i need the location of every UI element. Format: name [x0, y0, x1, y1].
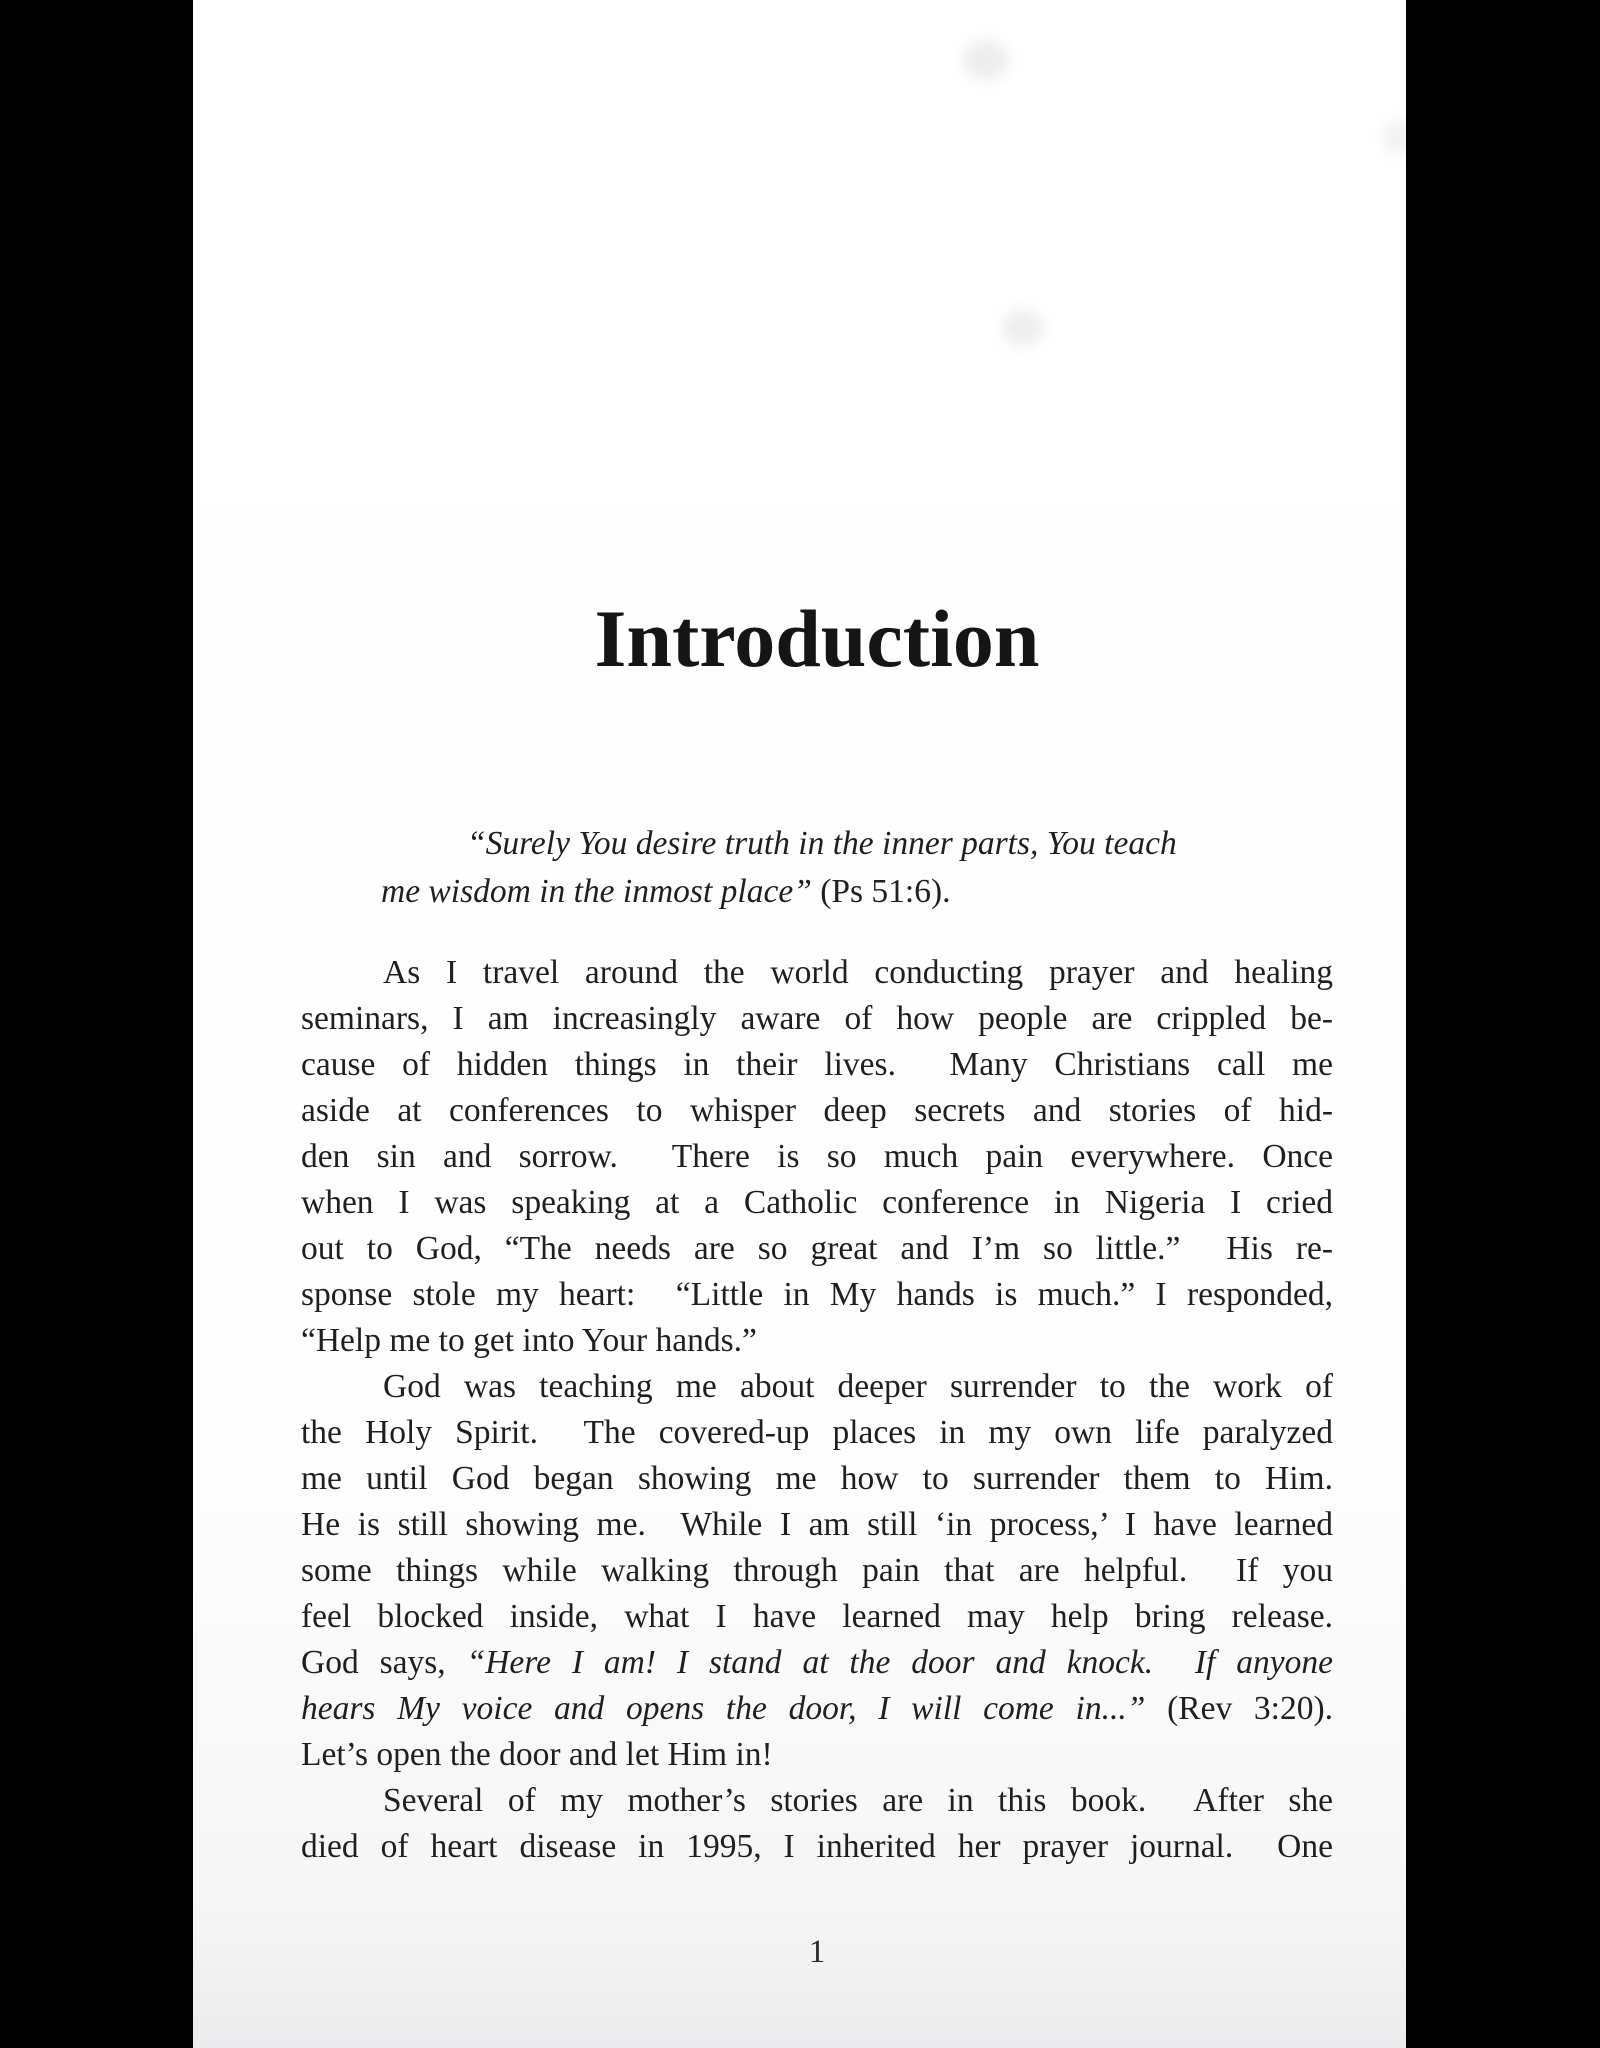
scan-smudge	[963, 40, 1009, 80]
text-segment: cause of hidden things in their lives. Many Christians call me	[301, 1046, 1333, 1083]
text-segment: out to God, “The needs are so great and I’m so little.” His re-	[301, 1230, 1333, 1267]
body-text	[301, 950, 1333, 1870]
scan-smudge	[1383, 120, 1406, 154]
text-segment: (Rev 3:20).	[1145, 1690, 1334, 1727]
text-segment: Let’s open the door and let Him in!	[301, 1736, 773, 1773]
text-segment: Several of my mother’s stories are in this book. After she	[383, 1782, 1333, 1819]
scan-border-left	[0, 0, 193, 2048]
paragraph	[301, 1778, 1333, 1870]
text-segment: the Holy Spirit. The covered-up places in my own life paralyzed	[301, 1414, 1333, 1451]
text-segment: some things while walking through pain that are helpful. If you	[301, 1552, 1333, 1589]
italic-text-segment: me wisdom in the inmost place”	[381, 873, 812, 910]
text-segment: me until God began showing me how to surrender them to Him.	[301, 1460, 1333, 1497]
paragraph	[301, 950, 1333, 1364]
text-segment: God was teaching me about deeper surrender to the work of	[383, 1368, 1333, 1405]
text-line	[301, 1548, 1333, 1594]
epigraph	[381, 820, 1301, 916]
text-line	[301, 1732, 1333, 1778]
text-line	[301, 1318, 1333, 1364]
scan-smudge	[1003, 310, 1043, 346]
text-segment: sponse stole my heart: “Little in My hands is much.” I responded,	[301, 1276, 1333, 1313]
text-segment: (Ps 51:6).	[811, 873, 951, 910]
text-line	[301, 1778, 1333, 1824]
text-line	[301, 1088, 1333, 1134]
page-number: 1	[808, 1934, 826, 1970]
text-line	[301, 1272, 1333, 1318]
italic-text-segment: hears My voice and opens the door, I will come in...”	[301, 1690, 1146, 1727]
page-title: Introduction	[594, 593, 1040, 684]
text-segment: aside at conferences to whisper deep secrets and stories of hid-	[301, 1092, 1333, 1129]
text-segment: God says,	[301, 1644, 467, 1681]
italic-text-segment: “Here I am! I stand at the door and knock. If anyone	[466, 1644, 1334, 1681]
text-line	[301, 1686, 1333, 1732]
text-line	[301, 1410, 1333, 1456]
text-line	[301, 1042, 1333, 1088]
book-page	[193, 0, 1406, 2048]
text-line	[301, 1226, 1333, 1272]
scan-border-right	[1406, 0, 1600, 2048]
text-line	[301, 1502, 1333, 1548]
text-segment: seminars, I am increasingly aware of how people are crippled be-	[301, 1000, 1333, 1037]
text-segment: when I was speaking at a Catholic conference in Nigeria I cried	[301, 1184, 1333, 1221]
text-segment: feel blocked inside, what I have learned may help bring release.	[301, 1598, 1333, 1635]
text-segment: died of heart disease in 1995, I inherited her prayer journal. One	[301, 1828, 1333, 1865]
text-line	[301, 950, 1333, 996]
text-line	[301, 1640, 1333, 1686]
text-segment: den sin and sorrow. There is so much pain everywhere. Once	[301, 1138, 1333, 1175]
epigraph-line	[381, 868, 1301, 916]
paragraph	[301, 1364, 1333, 1778]
text-line	[301, 1180, 1333, 1226]
text-segment: “Help me to get into Your hands.”	[301, 1322, 757, 1359]
italic-text-segment: “Surely You desire truth in the inner parts, You teach	[467, 825, 1177, 862]
text-segment: As I travel around the world conducting prayer and healing	[383, 954, 1333, 991]
epigraph-line	[381, 820, 1301, 868]
text-line	[301, 1456, 1333, 1502]
text-line	[301, 996, 1333, 1042]
text-segment: He is still showing me. While I am still ‘in process,’ I have learned	[301, 1506, 1333, 1543]
text-line	[301, 1134, 1333, 1180]
text-line	[301, 1594, 1333, 1640]
text-line	[301, 1824, 1333, 1870]
text-line	[301, 1364, 1333, 1410]
